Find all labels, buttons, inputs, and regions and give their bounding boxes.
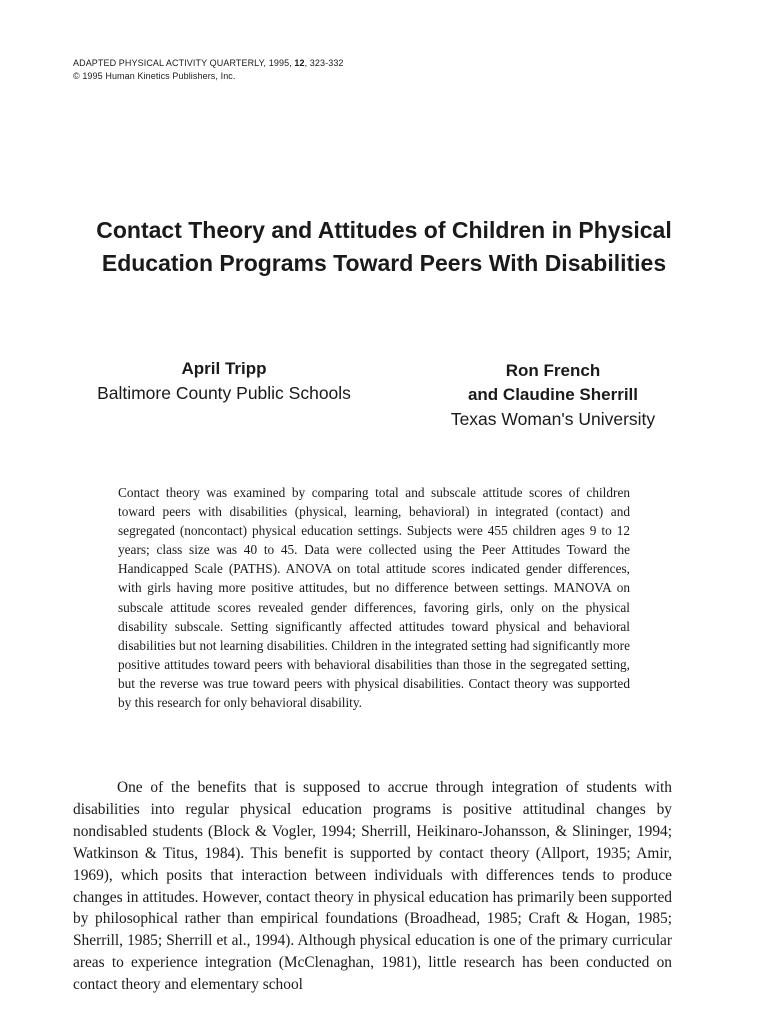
body-paragraph: One of the benefits that is supposed to accrue through integration of students with disabilities into regular physical education programs is positive attitudinal changes by nondisabled students (Block & Vogler, 1994; Sherrill, Heikinaro-Johansson, & Slininger, 1994; Watkinson & Titus, 1984). This benefit is supported by contact theory (Allport, 1935; Amir, 1969), which posits that interaction between individuals with differences tends to produce changes in attitudes. However, contact theory in physical education has primarily been supported by philosophical rather than empirical foundations (Broadhead, 1985; Craft & Hogan, 1985; Sherrill, 1985; Sherrill et al., 1994). Although physical education is one of the primary curricular areas to experience integration (McClenaghan, 1981), little research has been conducted on contact theory and elementary school (73, 779, 672, 994)
article-title: Contact Theory and Attitudes of Children in Physical Education Programs Toward Peers With Disabilities (96, 217, 672, 276)
journal-pages: , 323-332 (304, 58, 344, 68)
author-name-2: and Claudine Sherrill (467, 385, 639, 404)
author-name: April Tripp (181, 359, 267, 378)
author-block-right (430, 359, 676, 431)
author-block-left (68, 357, 380, 405)
running-header (73, 57, 344, 83)
journal-volume: 12 (294, 58, 305, 68)
author-name-1: Ron French (505, 361, 601, 380)
journal-name: ADAPTED PHYSICAL ACTIVITY QUARTERLY, 1995, (73, 58, 295, 68)
journal-citation (73, 57, 344, 70)
abstract: Contact theory was examined by comparing total and subscale attitude scores of children toward peers with disabilities (physical, learning, behavioral) in integrated (contact) and segregated (noncontact) physical education settings. Subjects were 455 children ages 9 to 12 years; class size was 40 to 45. Data were collected using the Peer Attitudes Toward the Handicapped Scale (PATHS). ANOVA on total attitude scores indicated gender differences, with girls having more positive attitudes, but no difference between settings. MANOVA on subscale attitude scores revealed gender differences, favoring girls, only on the physical disability subscale. Setting significantly affected attitudes toward physical and behavioral disabilities but not learning disabilities. Children in the integrated setting had significantly more positive attitudes toward peers with behavioral disabilities than those in the segregated setting, but the reverse was true toward peers with physical disabilities. Contact theory was supported by this research for only behavioral disability. (118, 485, 630, 711)
copyright-line: © 1995 Human Kinetics Publishers, Inc. (73, 71, 236, 81)
author-affiliation: Baltimore County Public Schools (97, 383, 351, 403)
author-affiliation: Texas Woman's University (450, 409, 656, 429)
